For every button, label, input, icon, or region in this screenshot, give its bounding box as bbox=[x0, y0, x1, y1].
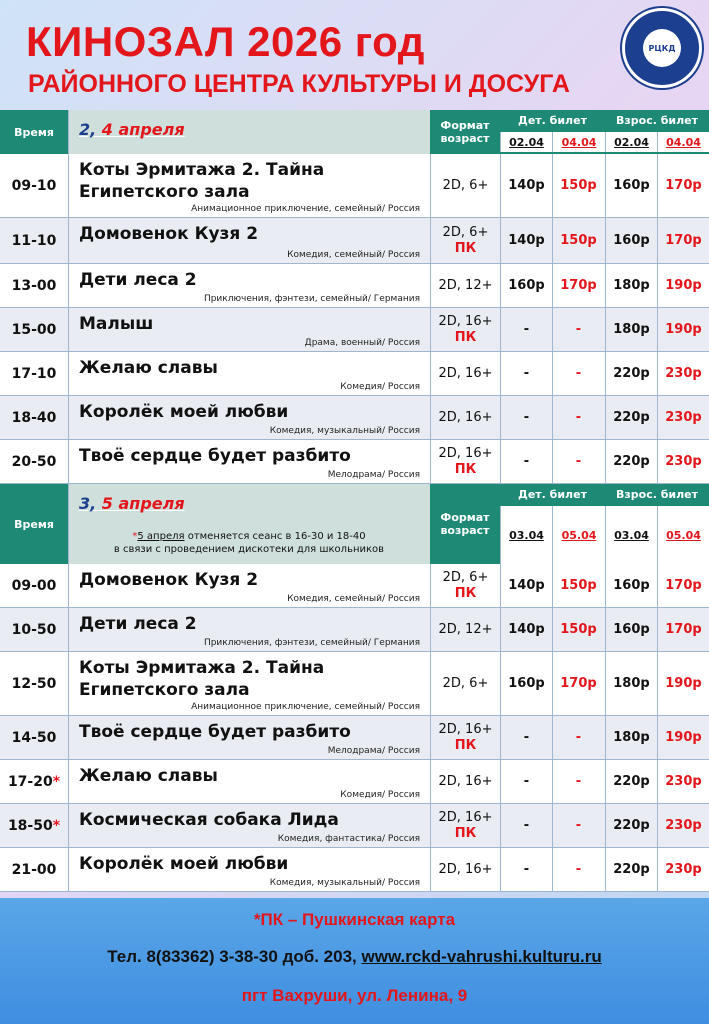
adult-price-1: 220р bbox=[605, 396, 657, 439]
format-cell bbox=[430, 440, 500, 483]
format-age: 2D, 16+ bbox=[438, 809, 493, 825]
film-cell bbox=[68, 848, 430, 891]
date-col-2: 04.04 bbox=[552, 132, 605, 152]
format-age: 2D, 16+ bbox=[438, 313, 493, 329]
child-price-1: - bbox=[500, 396, 552, 439]
film-cell bbox=[68, 396, 430, 439]
showtime: 15-00 bbox=[11, 321, 57, 338]
adult-price-2: 190р bbox=[657, 652, 709, 715]
time-column-header: Время bbox=[14, 517, 54, 531]
block2-date-a: 3, bbox=[79, 494, 97, 513]
film-cell bbox=[68, 218, 430, 263]
format-age: 2D, 16+ bbox=[438, 861, 493, 877]
table-row bbox=[0, 308, 709, 352]
showtime: 17-20 * bbox=[7, 773, 61, 790]
film-genre: Комедия/ Россия bbox=[340, 382, 420, 392]
block1-date-b: 4 апреля bbox=[101, 120, 185, 139]
child-price-1: 140р bbox=[500, 564, 552, 607]
format-cell bbox=[430, 564, 500, 607]
format-age: 2D, 16+ bbox=[438, 773, 493, 789]
adult-price-1: 180р bbox=[605, 264, 657, 307]
film-title: Малыш bbox=[79, 314, 154, 334]
film-title: Космическая собака Лида bbox=[79, 810, 339, 830]
format-cell bbox=[430, 308, 500, 351]
child-price-2: - bbox=[552, 308, 604, 351]
film-cell bbox=[68, 564, 430, 607]
table-row bbox=[0, 652, 709, 716]
child-price-1: 140р bbox=[500, 154, 552, 217]
showtime: 21-00 bbox=[11, 861, 57, 878]
format-age: 2D, 12+ bbox=[438, 277, 493, 293]
film-title: Домовенок Кузя 2 bbox=[79, 570, 259, 590]
film-genre: Комедия/ Россия bbox=[340, 790, 420, 800]
film-title: Желаю славы bbox=[79, 358, 218, 378]
adult-price-1: 180р bbox=[605, 716, 657, 759]
child-price-1: 160р bbox=[500, 652, 552, 715]
date-col-2: 05.04 bbox=[552, 506, 605, 564]
format-cell bbox=[430, 264, 500, 307]
page-footer bbox=[0, 898, 709, 1024]
film-genre: Комедия, семейный/ Россия bbox=[287, 250, 420, 260]
table-row bbox=[0, 396, 709, 440]
table-row bbox=[0, 154, 709, 218]
film-cell bbox=[68, 760, 430, 803]
pushkin-card-badge: ПК bbox=[454, 461, 477, 477]
film-cell bbox=[68, 154, 430, 217]
adult-price-1: 220р bbox=[605, 848, 657, 891]
showtime: 20-50 bbox=[11, 453, 57, 470]
adult-price-1: 220р bbox=[605, 760, 657, 803]
format-column-header: Формат возраст bbox=[440, 511, 490, 537]
table-row bbox=[0, 218, 709, 264]
cancellation-notice: *5 апреля отменяется сеанс в 16-30 и 18-40 в связи с проведением дискотеки для школьников bbox=[113, 531, 385, 555]
adult-price-2: 170р bbox=[657, 564, 709, 607]
film-genre: Приключения, фэнтези, семейный/ Германия bbox=[203, 638, 420, 648]
film-title: Домовенок Кузя 2 bbox=[79, 224, 259, 244]
adult-price-1: 220р bbox=[605, 804, 657, 847]
format-age: 2D, 6+ bbox=[442, 177, 489, 193]
adult-price-1: 160р bbox=[605, 564, 657, 607]
format-cell bbox=[430, 218, 500, 263]
pushkin-card-badge: ПК bbox=[454, 240, 477, 256]
adult-price-1: 180р bbox=[605, 308, 657, 351]
format-cell bbox=[430, 608, 500, 651]
format-age: 2D, 16+ bbox=[438, 365, 493, 381]
film-title: Желаю славы bbox=[79, 766, 218, 786]
format-column-header: Формат возраст bbox=[440, 119, 490, 145]
adult-price-2: 230р bbox=[657, 848, 709, 891]
format-age: 2D, 16+ bbox=[438, 445, 493, 461]
adult-price-2: 230р bbox=[657, 352, 709, 395]
block1-date-a: 2, bbox=[79, 120, 97, 139]
film-title: Дети леса 2 bbox=[79, 614, 197, 634]
film-genre: Анимационное приключение, семейный/ Россия bbox=[191, 702, 420, 712]
adult-ticket-header: Взрос. билет bbox=[615, 487, 699, 501]
page-subtitle: РАЙОННОГО ЦЕНТРА КУЛЬТУРЫ И ДОСУГА bbox=[28, 70, 570, 98]
child-ticket-header: Дет. билет bbox=[518, 487, 587, 501]
adult-price-1: 220р bbox=[605, 440, 657, 483]
block1-header bbox=[0, 110, 709, 154]
film-genre: Приключения, фэнтези, семейный/ Германия bbox=[203, 294, 420, 304]
child-price-2: - bbox=[552, 396, 604, 439]
showtime: 18-40 bbox=[11, 409, 57, 426]
film-cell bbox=[68, 652, 430, 715]
adult-price-2: 170р bbox=[657, 608, 709, 651]
format-cell bbox=[430, 848, 500, 891]
time-column-header: Время bbox=[14, 125, 54, 139]
table-row bbox=[0, 440, 709, 484]
showtime: 12-50 bbox=[11, 675, 57, 692]
adult-price-2: 190р bbox=[657, 716, 709, 759]
film-cell bbox=[68, 608, 430, 651]
child-price-2: 150р bbox=[552, 154, 604, 217]
format-cell bbox=[430, 804, 500, 847]
film-cell bbox=[68, 308, 430, 351]
child-price-2: - bbox=[552, 848, 604, 891]
film-title: Твоё сердце будет разбито bbox=[79, 446, 351, 466]
child-price-1: - bbox=[500, 848, 552, 891]
table-row bbox=[0, 608, 709, 652]
format-cell bbox=[430, 154, 500, 217]
adult-price-2: 190р bbox=[657, 264, 709, 307]
film-genre: Драма, военный/ Россия bbox=[304, 338, 420, 348]
pushkin-card-badge: ПК bbox=[454, 585, 477, 601]
child-price-2: - bbox=[552, 760, 604, 803]
child-price-1: - bbox=[500, 804, 552, 847]
format-age: 2D, 16+ bbox=[438, 721, 493, 737]
table-row bbox=[0, 264, 709, 308]
showtime-star: * bbox=[52, 773, 61, 790]
table-row bbox=[0, 716, 709, 760]
format-cell bbox=[430, 396, 500, 439]
table-row bbox=[0, 352, 709, 396]
child-price-1: 160р bbox=[500, 264, 552, 307]
film-title: Дети леса 2 bbox=[79, 270, 197, 290]
film-genre: Мелодрама/ Россия bbox=[327, 470, 420, 480]
table-row bbox=[0, 564, 709, 608]
date-col-4: 05.04 bbox=[657, 506, 709, 564]
format-age: 2D, 6+ bbox=[442, 569, 489, 585]
block2-dates bbox=[68, 484, 430, 564]
child-price-1: - bbox=[500, 716, 552, 759]
child-price-1: - bbox=[500, 308, 552, 351]
adult-price-2: 230р bbox=[657, 396, 709, 439]
date-col-1: 03.04 bbox=[500, 506, 552, 564]
showtime: 09-00 bbox=[11, 577, 57, 594]
child-price-2: - bbox=[552, 804, 604, 847]
adult-price-2: 170р bbox=[657, 154, 709, 217]
child-price-2: - bbox=[552, 716, 604, 759]
child-price-2: 170р bbox=[552, 652, 604, 715]
format-age: 2D, 6+ bbox=[442, 675, 489, 691]
adult-price-1: 160р bbox=[605, 218, 657, 263]
adult-price-2: 190р bbox=[657, 308, 709, 351]
adult-ticket-header: Взрос. билет bbox=[615, 113, 699, 127]
showtime: 13-00 bbox=[11, 277, 57, 294]
adult-price-2: 230р bbox=[657, 440, 709, 483]
child-price-2: 150р bbox=[552, 608, 604, 651]
film-cell bbox=[68, 352, 430, 395]
block2-date-b: 5 апреля bbox=[101, 494, 185, 513]
showtime: 14-50 bbox=[11, 729, 57, 746]
organization-logo bbox=[622, 8, 702, 88]
film-genre: Комедия, семейный/ Россия bbox=[287, 594, 420, 604]
film-cell bbox=[68, 716, 430, 759]
film-cell bbox=[68, 264, 430, 307]
website-link[interactable]: www.rckd-vahrushi.kulturu.ru bbox=[361, 947, 602, 966]
adult-price-1: 220р bbox=[605, 352, 657, 395]
film-title: Твоё сердце будет разбито bbox=[79, 722, 351, 742]
adult-price-1: 160р bbox=[605, 154, 657, 217]
showtime: 17-10 bbox=[11, 365, 57, 382]
adult-price-2: 170р bbox=[657, 218, 709, 263]
adult-price-1: 180р bbox=[605, 652, 657, 715]
child-price-1: 140р bbox=[500, 608, 552, 651]
film-genre: Мелодрама/ Россия bbox=[327, 746, 420, 756]
film-cell bbox=[68, 804, 430, 847]
child-price-1: - bbox=[500, 760, 552, 803]
page-title: КИНОЗАЛ 2026 год bbox=[26, 18, 425, 65]
child-price-2: 150р bbox=[552, 564, 604, 607]
table-row bbox=[0, 804, 709, 848]
pushkin-card-note: *ПК – Пушкинская карта bbox=[253, 910, 456, 929]
table-row bbox=[0, 848, 709, 892]
page-header bbox=[0, 0, 709, 110]
film-title: Коты Эрмитажа 2. Тайна Египетского зала bbox=[79, 160, 325, 202]
schedule-table bbox=[0, 110, 709, 892]
logo-text: РЦКД bbox=[643, 29, 681, 67]
contact-line bbox=[0, 947, 709, 967]
table-row bbox=[0, 760, 709, 804]
adult-price-2: 230р bbox=[657, 804, 709, 847]
format-cell bbox=[430, 760, 500, 803]
child-price-2: 170р bbox=[552, 264, 604, 307]
film-title: Королёк моей любви bbox=[79, 402, 289, 422]
phone-number: Тел. 8(83362) 3-38-30 доб. 203, bbox=[107, 947, 362, 966]
date-col-3: 03.04 bbox=[605, 506, 657, 564]
format-cell bbox=[430, 652, 500, 715]
child-price-2: 150р bbox=[552, 218, 604, 263]
address: пгт Вахруши, ул. Ленина, 9 bbox=[241, 986, 468, 1005]
date-col-3: 02.04 bbox=[605, 132, 657, 152]
child-price-1: - bbox=[500, 440, 552, 483]
pushkin-card-badge: ПК bbox=[454, 737, 477, 753]
format-age: 2D, 6+ bbox=[442, 224, 489, 240]
block2-header bbox=[0, 484, 709, 564]
showtime-star: * bbox=[52, 817, 61, 834]
child-price-1: 140р bbox=[500, 218, 552, 263]
child-price-2: - bbox=[552, 440, 604, 483]
film-genre: Комедия, музыкальный/ Россия bbox=[269, 426, 420, 436]
film-genre: Комедия, музыкальный/ Россия bbox=[269, 878, 420, 888]
adult-price-2: 230р bbox=[657, 760, 709, 803]
showtime: 18-50 * bbox=[7, 817, 61, 834]
format-age: 2D, 12+ bbox=[438, 621, 493, 637]
format-cell bbox=[430, 716, 500, 759]
adult-price-1: 160р bbox=[605, 608, 657, 651]
showtime: 11-10 bbox=[11, 232, 57, 249]
block1-dates bbox=[68, 110, 430, 154]
format-age: 2D, 16+ bbox=[438, 409, 493, 425]
film-genre: Комедия, фантастика/ Россия bbox=[277, 834, 420, 844]
child-price-1: - bbox=[500, 352, 552, 395]
format-cell bbox=[430, 352, 500, 395]
pushkin-card-badge: ПК bbox=[454, 825, 477, 841]
date-col-1: 02.04 bbox=[500, 132, 552, 152]
film-genre: Анимационное приключение, семейный/ Россия bbox=[191, 204, 420, 214]
film-cell bbox=[68, 440, 430, 483]
date-col-4: 04.04 bbox=[657, 132, 709, 152]
showtime: 10-50 bbox=[11, 621, 57, 638]
child-ticket-header: Дет. билет bbox=[518, 113, 587, 127]
showtime: 09-10 bbox=[11, 177, 57, 194]
film-title: Коты Эрмитажа 2. Тайна Египетского зала bbox=[79, 658, 325, 700]
pushkin-card-badge: ПК bbox=[454, 329, 477, 345]
film-title: Королёк моей любви bbox=[79, 854, 289, 874]
child-price-2: - bbox=[552, 352, 604, 395]
